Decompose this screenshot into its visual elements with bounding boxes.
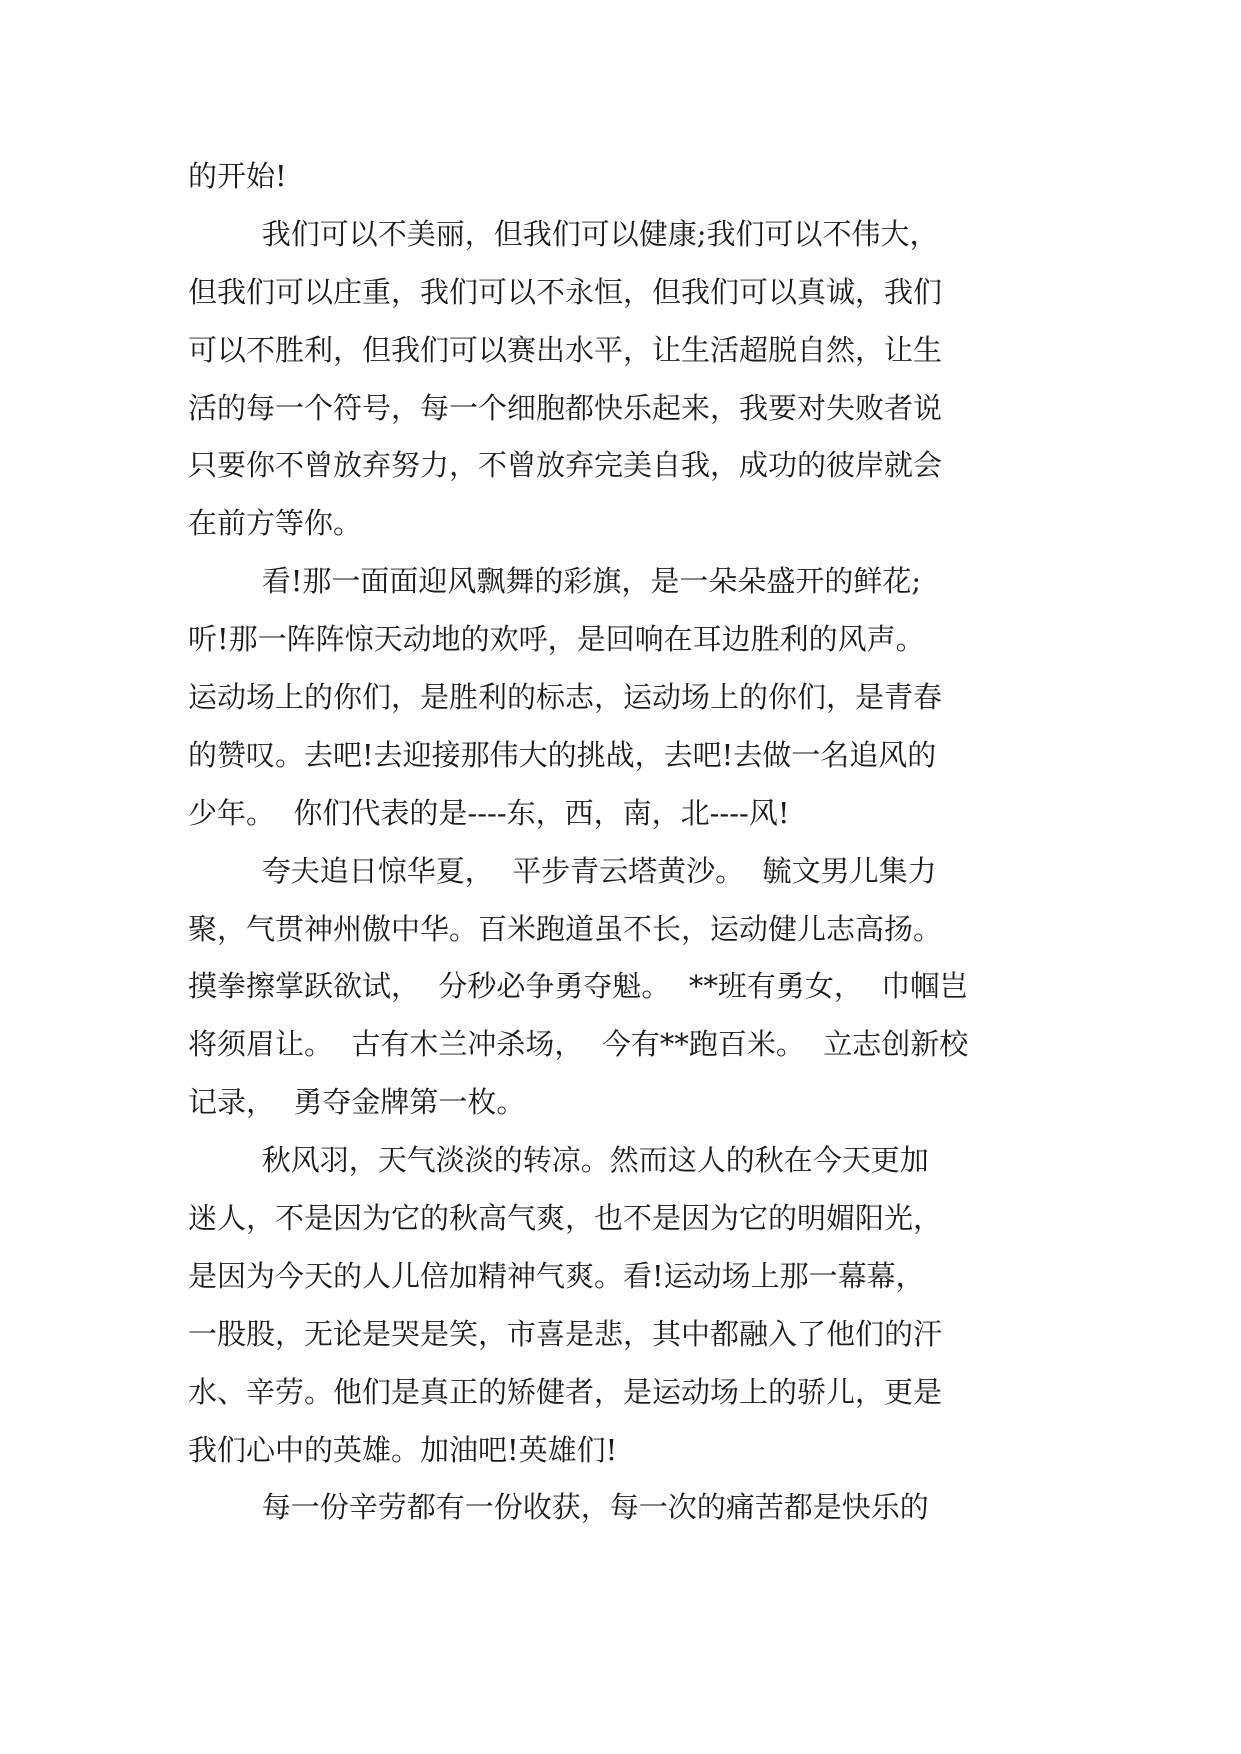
text-line: 每一份辛劳都有一份收获，每一次的痛苦都是快乐的 bbox=[188, 1490, 929, 1525]
text-line: 听!那一阵阵惊天动地的欢呼，是回响在耳边胜利的风声。 bbox=[188, 622, 925, 657]
text-line: 的赞叹。去吧!去迎接那伟大的挑战，去吧!去做一名追风的 bbox=[188, 737, 937, 772]
text-line: 看!那一面面迎风飘舞的彩旗，是一朵朵盛开的鲜花; bbox=[188, 564, 922, 599]
text-line: 运动场上的你们，是胜利的标志，运动场上的你们，是青春 bbox=[188, 680, 943, 715]
text-line: 只要你不曾放弃努力，不曾放弃完美自我，成功的彼岸就会 bbox=[188, 448, 943, 483]
text-line: 记录， 勇夺金牌第一枚。 bbox=[188, 1085, 526, 1120]
text-line: 聚，气贯神州傲中华。百米跑道虽不长，运动健儿志高扬。 bbox=[188, 911, 943, 946]
text-line: 可以不胜利，但我们可以赛出水平，让生活超脱自然，让生 bbox=[188, 332, 943, 367]
text-line: 我们可以不美丽，但我们可以健康;我们可以不伟大， bbox=[188, 216, 939, 251]
text-line: 少年。 你们代表的是----东，西，南，北----风! bbox=[188, 795, 790, 830]
text-line: 一股股，无论是哭是笑，市喜是悲，其中都融入了他们的汗 bbox=[188, 1316, 943, 1351]
text-line: 夸夫追日惊华夏， 平步青云塔黄沙。 毓文男儿集力 bbox=[188, 853, 937, 888]
text-line: 但我们可以庄重，我们可以不永恒，但我们可以真诚，我们 bbox=[188, 274, 943, 309]
text-line: 的开始! bbox=[188, 159, 287, 193]
text-line: 水、辛劳。他们是真正的矫健者，是运动场上的骄儿，更是 bbox=[188, 1374, 943, 1409]
text-line: 是因为今天的人儿倍加精神气爽。看!运动场上那一幕幕， bbox=[188, 1258, 925, 1293]
body-text bbox=[188, 148, 1058, 1537]
text-line: 在前方等你。 bbox=[188, 506, 363, 541]
text-line: 迷人，不是因为它的秋高气爽，也不是因为它的明媚阳光， bbox=[188, 1201, 943, 1236]
text-line: 秋风羽，天气淡淡的转凉。然而这人的秋在今天更加 bbox=[188, 1143, 929, 1178]
text-line: 摸拳擦掌跃欲试， 分秒必争勇夺魁。 **班有勇女， 巾帼岂 bbox=[188, 969, 969, 1004]
text-line: 活的每一个符号，每一个细胞都快乐起来，我要对失败者说 bbox=[188, 390, 943, 425]
text-line: 将须眉让。 古有木兰冲杀场， 今有**跑百米。 立志创新校 bbox=[188, 1027, 969, 1062]
text-line: 我们心中的英雄。加油吧!英雄们! bbox=[188, 1432, 618, 1467]
